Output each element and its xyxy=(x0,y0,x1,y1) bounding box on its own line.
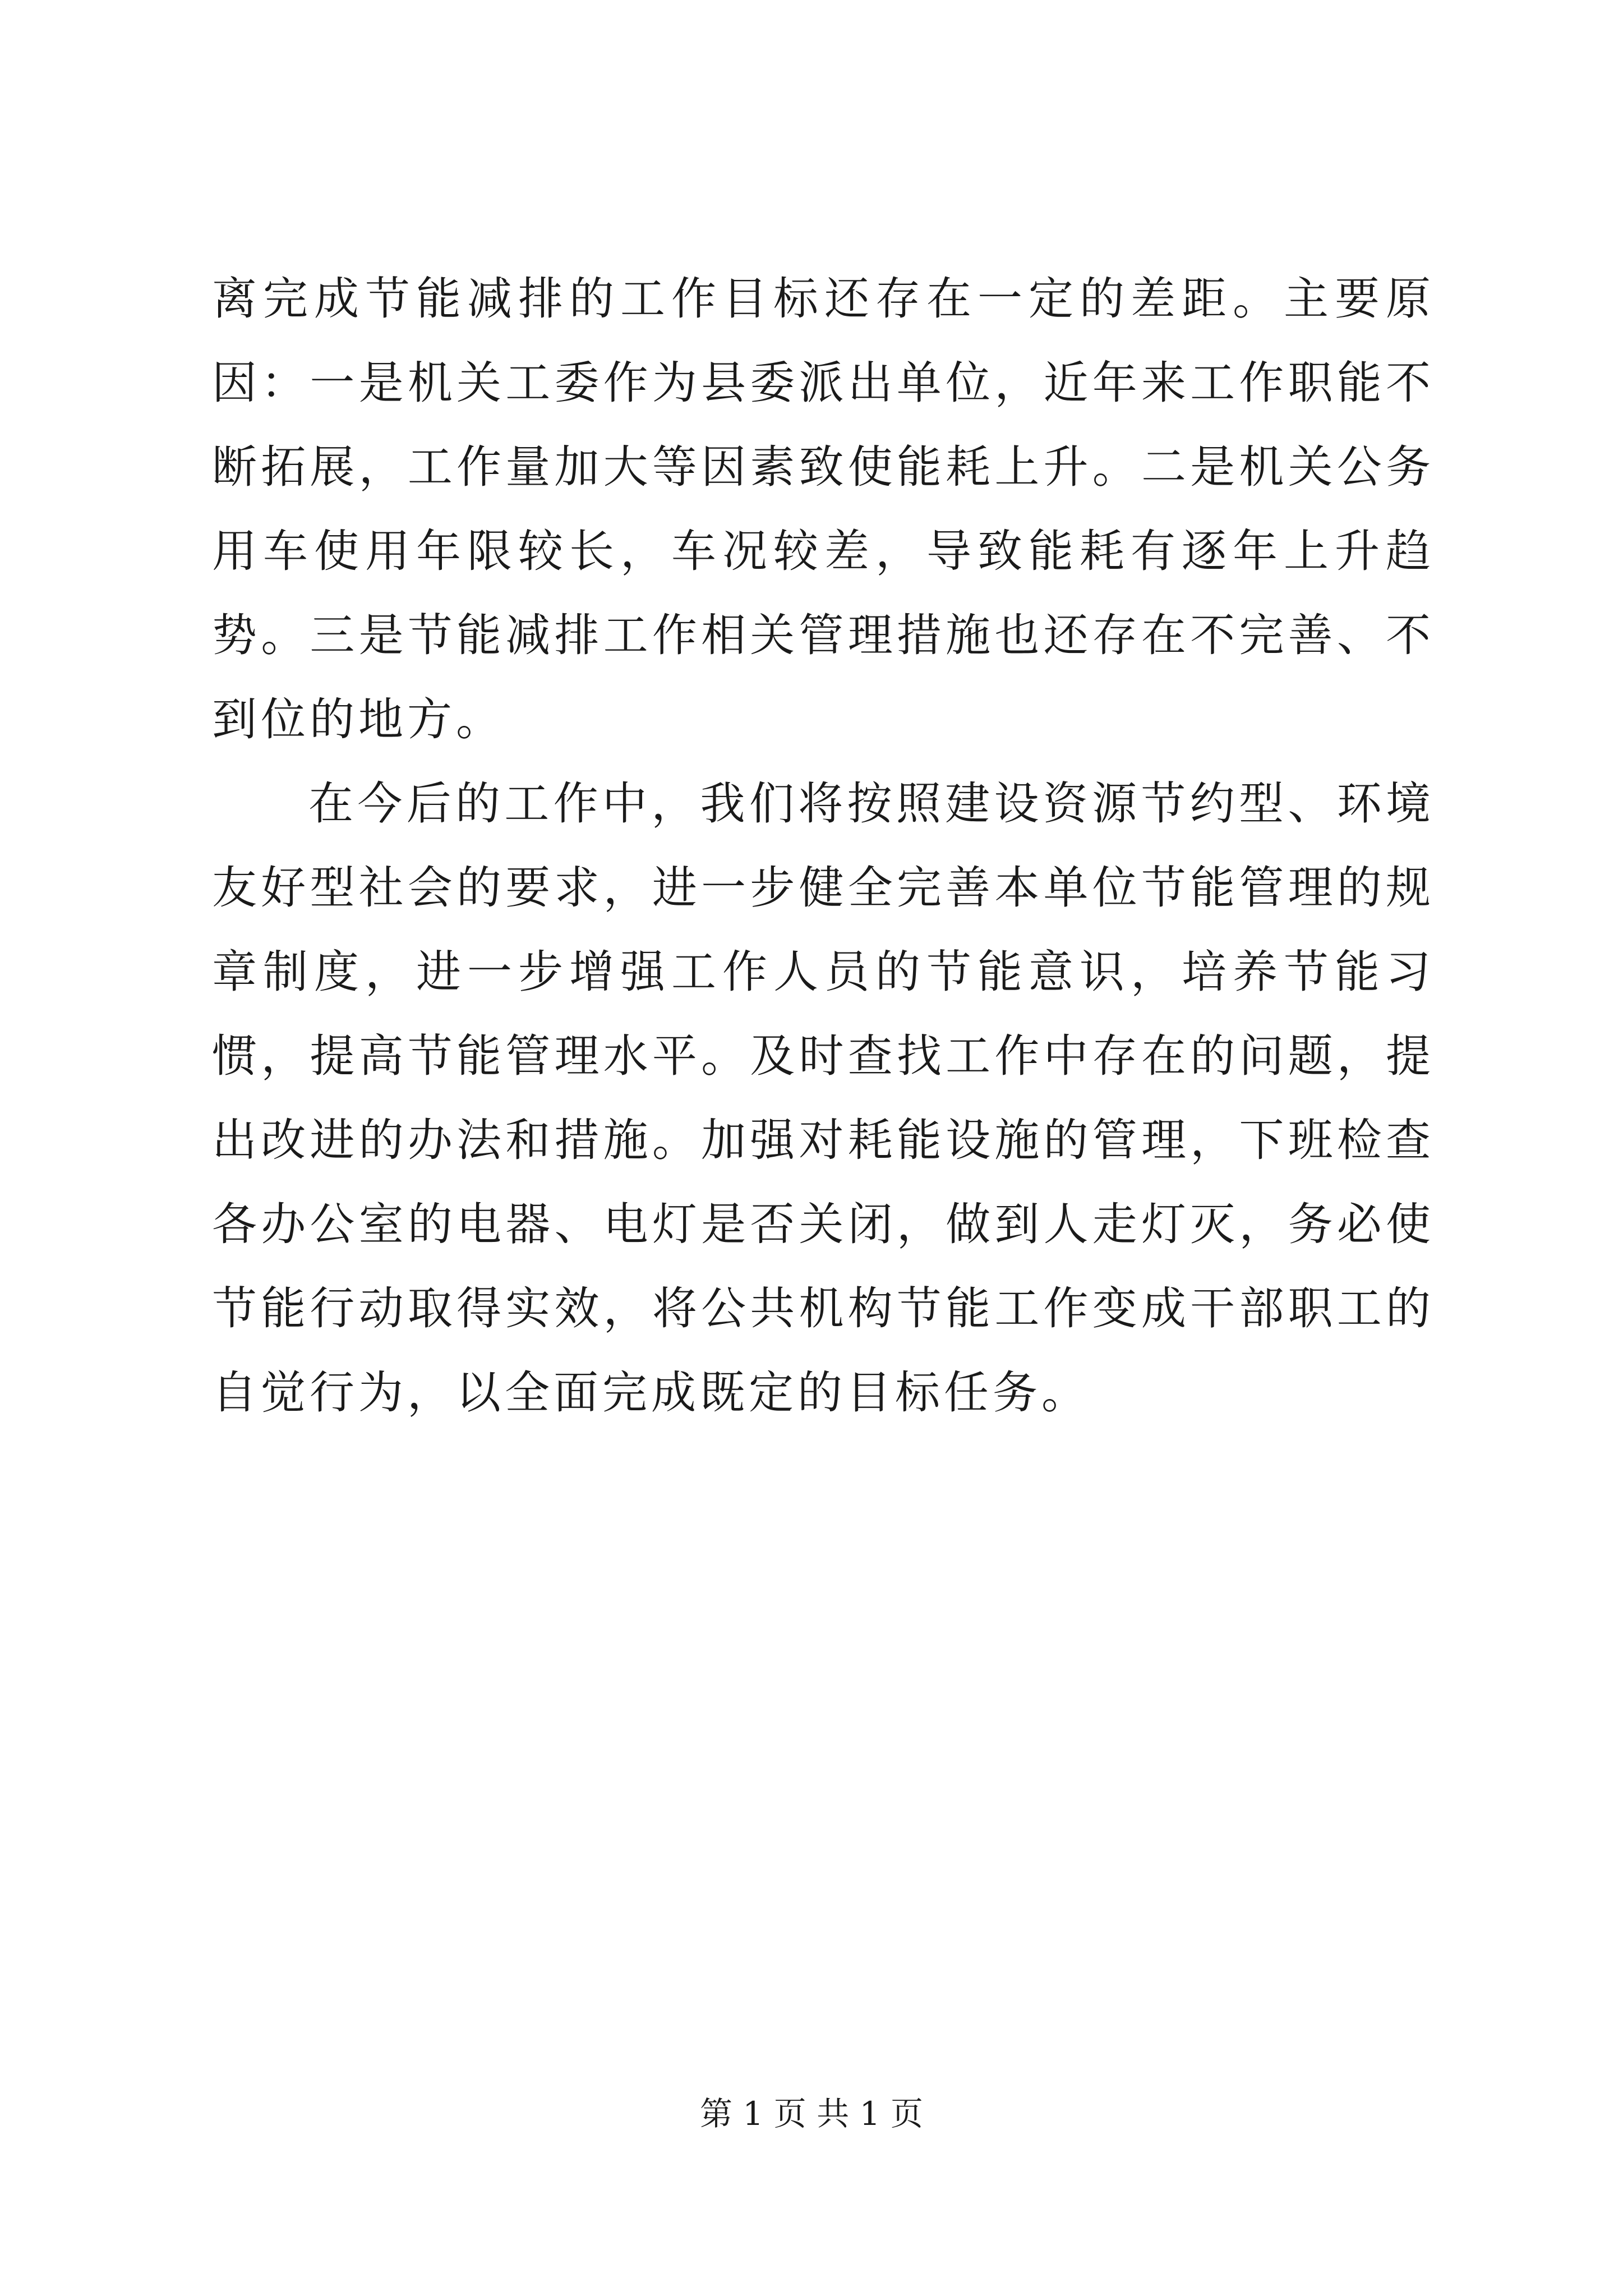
paragraph-future-work: 在今后的工作中，我们将按照建设资源节约型、环境友好型社会的要求，进一步健全完善本单位节能管理的规章制度，进一步增强工作人员的节能意识，培养节能习惯，提高节能管理水平。及时查找工作中存在的问题，提出改进的办法和措施。加强对耗能设施的管理，下班检查各办公室的电器、电灯是否关闭，做到人走灯灭，务必使节能行动取得实效，将公共机构节能工作变成干部职工的自觉行为，以全面完成既定的目标任务。 xyxy=(212,777,1435,1419)
document-body xyxy=(212,257,1435,1435)
page-footer: 第 1 页 共 1 页 xyxy=(700,2095,923,2133)
paragraph-continuation: 离完成节能减排的工作目标还存在一定的差距。主要原因：一是机关工委作为县委派出单位，近年来工作职能不断拓展，工作量加大等因素致使能耗上升。二是机关公务用车使用年限较长，车况较差，导致能耗有逐年上升趋势。三是节能减排工作相关管理措施也还存在不完善、不到位的地方。 xyxy=(212,273,1435,746)
